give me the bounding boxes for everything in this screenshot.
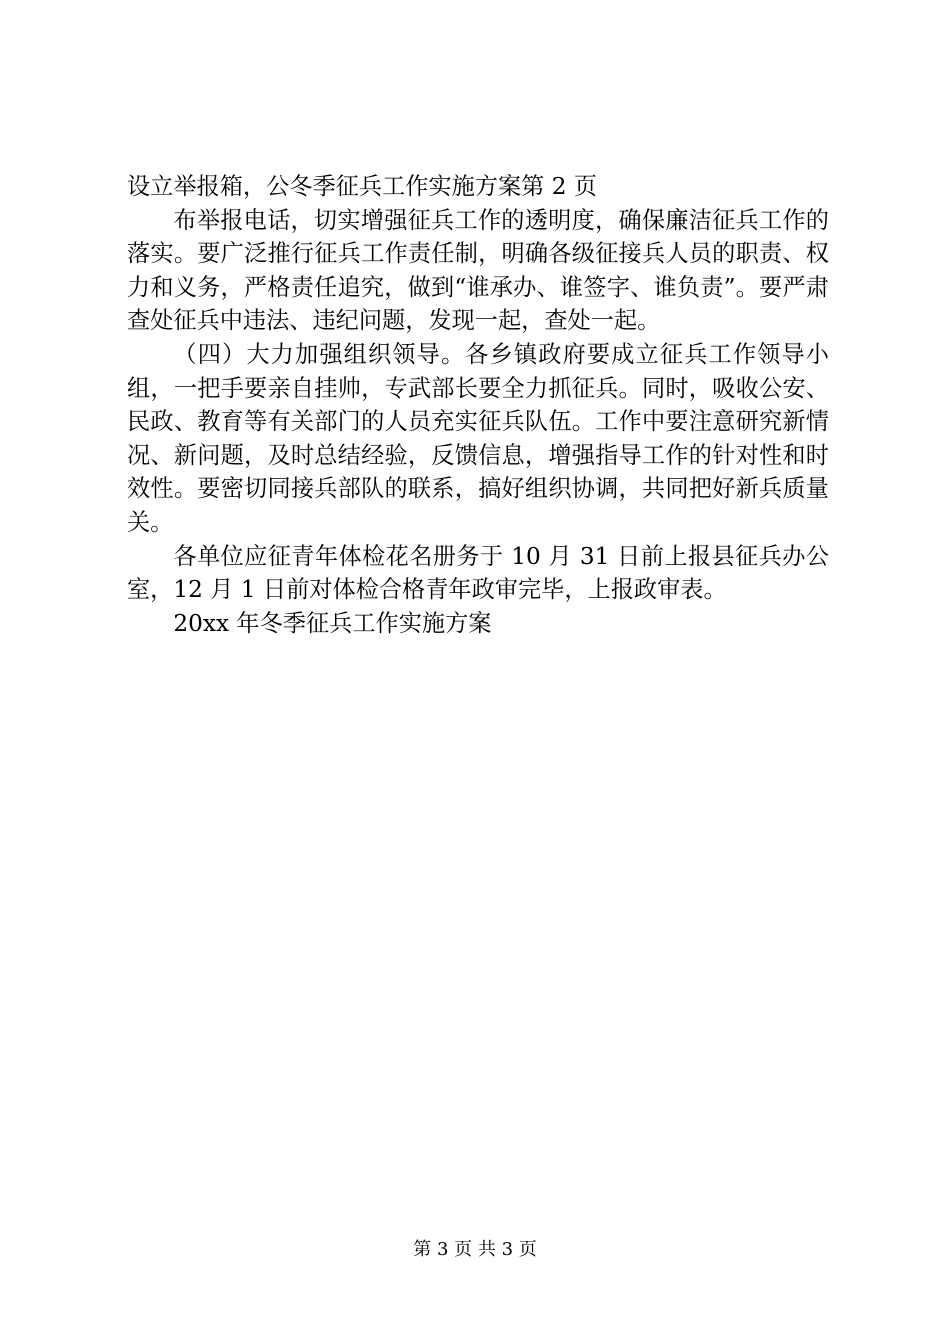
document-body bbox=[127, 170, 829, 640]
paragraph-deadline: 各单位应征青年体检花名册务于 10 月 31 日前上报县征兵办公室，12 月 1 日前对体检合格青年政审完毕，上报政审表。 bbox=[127, 542, 829, 604]
paragraph-reporting: 布举报电话，切实增强征兵工作的透明度，确保廉洁征兵工作的落实。要广泛推行征兵工作责任制，明确各级征接兵人员的职责、权力和义务，严格责任追究，做到“谁承办、谁签字、谁负责”。要严肃查处征兵中违法、违纪问题，发现一起，查处一起。 bbox=[127, 206, 829, 335]
paragraph-title-line: 20xx 年冬季征兵工作实施方案 bbox=[173, 609, 492, 637]
page-footer: 第 3 页 共 3 页 bbox=[413, 1239, 537, 1260]
paragraph-leadership: （四）大力加强组织领导。各乡镇政府要成立征兵工作领导小组，一把手要亲自挂帅，专武部长要全力抓征兵。同时，吸收公安、民政、教育等有关部门的人员充实征兵队伍。工作中要注意研究新情况、新问题，及时总结经验，反馈信息，增强指导工作的针对性和时效性。要密切同接兵部队的联系，搞好组织协调，共同把好新兵质量关。 bbox=[127, 340, 829, 536]
paragraph-continuation-header: 设立举报箱，公冬季征兵工作实施方案第 2 页 bbox=[127, 173, 598, 200]
